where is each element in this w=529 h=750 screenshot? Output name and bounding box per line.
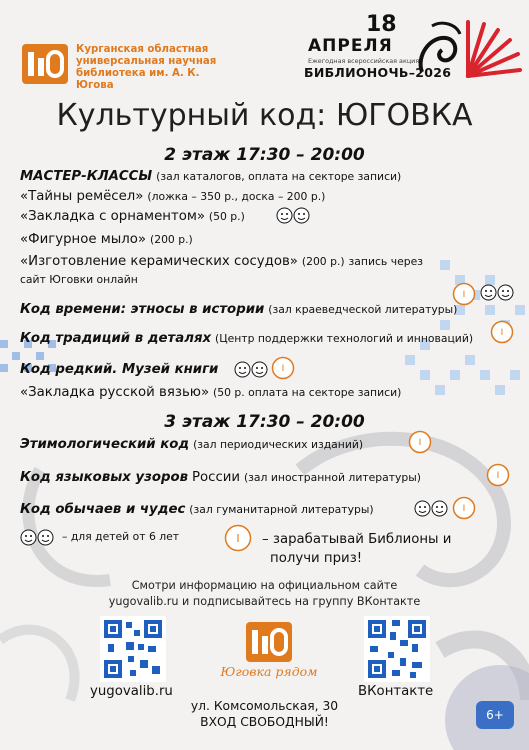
customs-code-note: (зал гуманитарной литературы) <box>189 503 374 516</box>
address-block <box>0 698 529 730</box>
svg-text:I: I <box>418 438 422 448</box>
master-classes-title: МАСТЕР-КЛАССЫ <box>20 169 153 184</box>
info-line-2: yugovalib.ru и подписывайтесь на группу ВКонтакте <box>108 595 421 608</box>
kids-legend-label: – для детей от 6 лет <box>62 530 180 543</box>
yugovka-brand-text: Юговка рядом <box>220 664 318 679</box>
address: ул. Комсомольская, 30 <box>190 699 339 713</box>
master-item-2-price: (50 р.) <box>208 210 245 223</box>
master-classes-line <box>20 169 401 184</box>
master-item-4-name: «Изготовление керамических сосудов» <box>20 254 298 269</box>
master-item-1 <box>20 189 325 204</box>
svg-text:I: I <box>462 504 466 514</box>
biblion-coin-icon <box>452 282 476 306</box>
prize-line-2: получи приз! <box>270 551 363 566</box>
yugovka-brand <box>220 622 318 686</box>
promo-subtitle: Ежегодная всероссийская акция <box>308 57 420 65</box>
promo-day: 18 <box>366 12 397 37</box>
svg-text:I: I <box>496 471 500 481</box>
master-classes-note: (зал каталогов, оплата на секторе записи) <box>156 170 402 183</box>
time-code-line <box>20 302 457 317</box>
traditions-code-line <box>20 331 473 346</box>
rare-code-title: Код редкий. Музей книги <box>20 362 219 377</box>
lang-code-note: (зал иностранной литературы) <box>243 471 422 484</box>
lang-code-line <box>20 470 421 485</box>
customs-code-title: Код обычаев и чудес <box>20 502 186 517</box>
promo-event: БИБЛИОНОЧЬ–2026 <box>304 65 452 80</box>
promo-month: АПРЕЛЯ <box>308 36 393 56</box>
customs-code-line <box>20 502 374 517</box>
master-item-1-name: «Тайны ремёсел» <box>20 189 144 204</box>
traditions-code-note: (Центр поддержки технологий и инноваций) <box>215 332 474 345</box>
etym-code-line <box>20 437 363 452</box>
rare-item-line <box>20 385 401 400</box>
traditions-code-title: Код традиций в деталях <box>20 331 212 346</box>
prize-legend <box>262 530 451 568</box>
library-logo <box>22 44 68 84</box>
time-code-title: Код времени: этносы в истории <box>20 302 265 317</box>
svg-text:I: I <box>500 328 504 338</box>
page-title: Культурный код: ЮГОВКА <box>56 98 473 133</box>
master-item-4-note2: сайт Юговки онлайн <box>20 273 138 286</box>
library-name: Курганская областная универсальная научная библиотека им. А. К. Югова <box>76 44 217 91</box>
kids-icon <box>414 500 448 517</box>
rare-code-line <box>20 362 218 377</box>
prize-line-1: – зарабатывай Библионы и <box>262 532 452 547</box>
entry-note: ВХОД СВОБОДНЫЙ! <box>200 715 329 729</box>
master-item-2 <box>20 209 245 224</box>
master-item-4-price: (200 р.) <box>301 255 345 268</box>
time-code-note: (зал краеведческой литературы) <box>268 303 458 316</box>
master-item-3-name: «Фигурное мыло» <box>20 232 147 247</box>
site-qr-code[interactable] <box>100 616 166 682</box>
rare-item-name: «Закладка русской вязью» <box>20 385 210 400</box>
svg-text:I: I <box>462 290 466 300</box>
kids-icon <box>276 207 310 224</box>
master-item-3-price: (200 р.) <box>149 233 193 246</box>
biblion-coin-icon <box>408 430 432 454</box>
kids-icon <box>480 284 514 301</box>
yugovka-logo-icon <box>246 622 292 662</box>
master-item-4-line2 <box>20 272 138 287</box>
master-item-4 <box>20 254 423 269</box>
kids-icon <box>20 529 54 546</box>
etym-code-note: (зал периодических изданий) <box>193 438 364 451</box>
vk-qr-code[interactable] <box>364 616 430 682</box>
site-link[interactable]: yugovalib.ru <box>90 684 173 699</box>
vk-link[interactable]: ВКонтакте <box>358 684 434 699</box>
lang-code-title: Код языковых узоров <box>20 470 189 485</box>
master-item-3 <box>20 232 193 247</box>
master-item-2-name: «Закладка с орнаментом» <box>20 209 205 224</box>
lang-code-title-2: России <box>191 470 241 485</box>
floor3-heading: 3 этаж 17:30 – 20:00 <box>164 412 365 432</box>
svg-text:I: I <box>236 532 240 545</box>
rare-item-note: (50 р. оплата на секторе записи) <box>213 386 402 399</box>
etym-code-title: Этимологический код <box>20 437 190 452</box>
biblion-coin-icon <box>486 463 510 487</box>
biblionight-promo <box>300 14 525 94</box>
biblion-coin-icon <box>490 320 514 344</box>
info-line-1: Смотри информацию на официальном сайте <box>131 579 398 592</box>
biblion-coin-icon <box>271 356 295 380</box>
kids-icon <box>234 361 268 378</box>
info-text <box>0 578 529 610</box>
biblion-coin-icon <box>224 524 252 552</box>
master-item-1-price: (ложка – 350 р., доска – 200 р.) <box>147 190 326 203</box>
master-item-4-note: запись через <box>348 255 423 268</box>
biblion-coin-icon <box>452 496 476 520</box>
age-rating-badge: 6+ <box>476 701 514 729</box>
floor2-heading: 2 этаж 17:30 – 20:00 <box>164 145 365 165</box>
svg-text:I: I <box>281 364 285 374</box>
